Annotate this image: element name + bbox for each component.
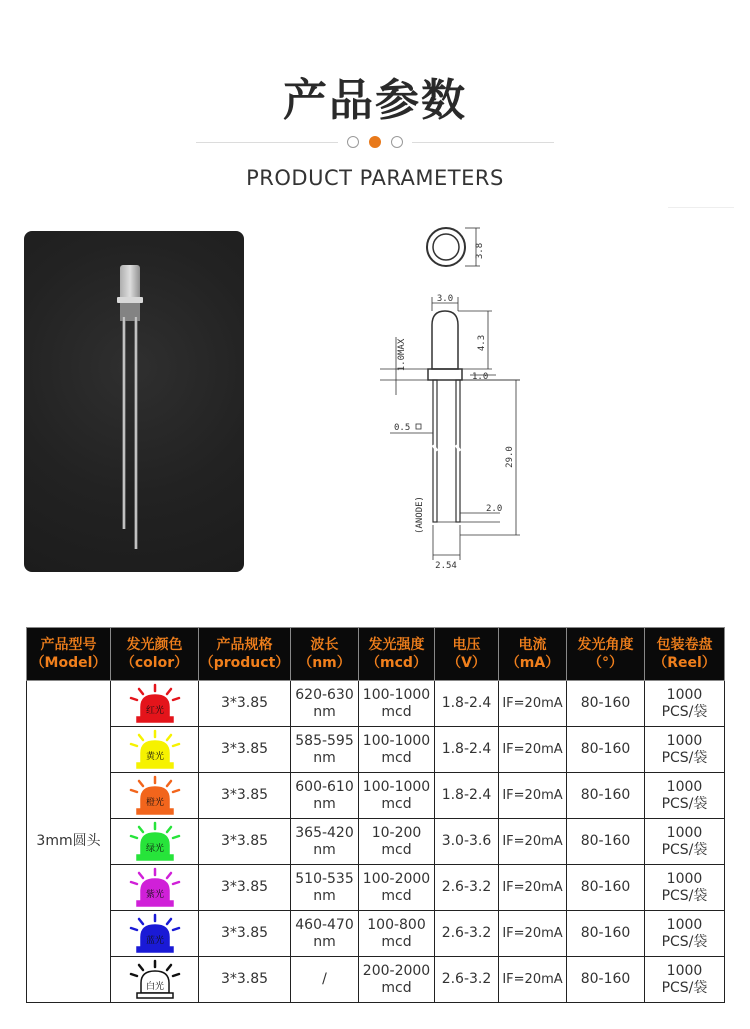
spec-cell: 3*3.85 bbox=[199, 727, 291, 773]
dim-body-width: 3.0 bbox=[436, 294, 454, 304]
color-cell bbox=[111, 911, 199, 957]
color-cell bbox=[111, 865, 199, 911]
reel-cell: 1000 PCS/袋 bbox=[645, 865, 725, 911]
title-divider-right bbox=[412, 142, 554, 143]
header-reel: 包装卷盘 （Reel） bbox=[645, 628, 725, 681]
current-cell: IF=20mA bbox=[499, 773, 567, 819]
header-model: 产品型号 （Model） bbox=[27, 628, 111, 681]
voltage-cell: 3.0-3.6 bbox=[435, 819, 499, 865]
corner-line bbox=[668, 207, 734, 208]
dim-lead-diff: 2.0 bbox=[486, 504, 503, 514]
page-subtitle: PRODUCT PARAMETERS bbox=[246, 166, 504, 190]
reel-cell: 1000 PCS/袋 bbox=[645, 957, 725, 1003]
header-wavelength: 波长 （nm） bbox=[291, 628, 359, 681]
bulb-icon bbox=[125, 775, 185, 817]
spec-cell: 3*3.85 bbox=[199, 957, 291, 1003]
dot-left bbox=[347, 136, 359, 148]
intensity-cell: 100-2000 mcd bbox=[359, 865, 435, 911]
title-dots bbox=[347, 136, 403, 150]
spec-table bbox=[26, 627, 725, 1003]
dot-active bbox=[369, 136, 381, 148]
reel-cell: 1000 PCS/袋 bbox=[645, 911, 725, 957]
angle-cell: 80-160 bbox=[567, 911, 645, 957]
table-row bbox=[27, 819, 725, 865]
angle-cell: 80-160 bbox=[567, 727, 645, 773]
table-row bbox=[27, 865, 725, 911]
spec-cell: 3*3.85 bbox=[199, 819, 291, 865]
wavelength-cell: 620-630 nm bbox=[291, 681, 359, 727]
intensity-cell: 10-200 mcd bbox=[359, 819, 435, 865]
dot-right bbox=[391, 136, 403, 148]
voltage-cell: 1.8-2.4 bbox=[435, 773, 499, 819]
dim-lead-length: 29.0 bbox=[505, 446, 515, 468]
intensity-cell: 100-1000 mcd bbox=[359, 727, 435, 773]
product-photo bbox=[24, 231, 244, 572]
table-row bbox=[27, 911, 725, 957]
voltage-cell: 2.6-3.2 bbox=[435, 957, 499, 1003]
bulb-icon bbox=[125, 821, 185, 863]
wavelength-cell: 600-610 nm bbox=[291, 773, 359, 819]
dim-lead-square: 0.5 bbox=[394, 423, 411, 433]
spec-cell: 3*3.85 bbox=[199, 865, 291, 911]
current-cell: IF=20mA bbox=[499, 865, 567, 911]
bulb-icon bbox=[125, 683, 185, 725]
voltage-cell: 1.8-2.4 bbox=[435, 727, 499, 773]
intensity-cell: 100-1000 mcd bbox=[359, 681, 435, 727]
top-view-inner bbox=[433, 234, 459, 260]
bulb-icon bbox=[125, 959, 185, 1001]
intensity-cell: 100-1000 mcd bbox=[359, 773, 435, 819]
model-cell: 3mm圆头 bbox=[27, 681, 111, 1003]
header-voltage: 电压 （V） bbox=[435, 628, 499, 681]
header-current: 电流 （mA） bbox=[499, 628, 567, 681]
table-row bbox=[27, 957, 725, 1003]
angle-cell: 80-160 bbox=[567, 865, 645, 911]
bulb-icon bbox=[125, 729, 185, 771]
led-dome bbox=[432, 311, 458, 369]
current-cell: IF=20mA bbox=[499, 819, 567, 865]
wavelength-cell: 365-420 nm bbox=[291, 819, 359, 865]
dim-flange-max: 1.0MAX bbox=[397, 338, 407, 372]
bulb-label: 蓝光 bbox=[145, 935, 164, 946]
header-product: 产品规格 （product） bbox=[199, 628, 291, 681]
voltage-cell: 2.6-3.2 bbox=[435, 865, 499, 911]
current-cell: IF=20mA bbox=[499, 911, 567, 957]
dim-dome-height: 4.3 bbox=[477, 334, 487, 352]
wavelength-cell: 510-535 nm bbox=[291, 865, 359, 911]
table-header-row bbox=[27, 628, 725, 681]
reel-cell: 1000 PCS/袋 bbox=[645, 681, 725, 727]
header-color: 发光颜色 （color） bbox=[111, 628, 199, 681]
current-cell: IF=20mA bbox=[499, 681, 567, 727]
title-divider-left bbox=[196, 142, 338, 143]
table-row bbox=[27, 727, 725, 773]
current-cell: IF=20mA bbox=[499, 957, 567, 1003]
table-body bbox=[27, 681, 725, 1003]
spec-cell: 3*3.85 bbox=[199, 911, 291, 957]
bulb-label: 黄光 bbox=[145, 751, 164, 762]
reel-cell: 1000 PCS/袋 bbox=[645, 773, 725, 819]
anode-label: (ANODE) bbox=[415, 496, 425, 534]
color-cell bbox=[111, 681, 199, 727]
led-image bbox=[24, 231, 244, 572]
color-cell bbox=[111, 773, 199, 819]
wavelength-cell: 585-595 nm bbox=[291, 727, 359, 773]
color-cell bbox=[111, 957, 199, 1003]
wavelength-cell: / bbox=[291, 957, 359, 1003]
intensity-cell: 200-2000 mcd bbox=[359, 957, 435, 1003]
spec-cell: 3*3.85 bbox=[199, 773, 291, 819]
bulb-icon bbox=[125, 913, 185, 955]
bulb-label: 红光 bbox=[145, 705, 164, 716]
color-cell bbox=[111, 727, 199, 773]
led-flange bbox=[428, 369, 462, 380]
voltage-cell: 2.6-3.2 bbox=[435, 911, 499, 957]
wavelength-cell: 460-470 nm bbox=[291, 911, 359, 957]
intensity-cell: 100-800 mcd bbox=[359, 911, 435, 957]
reel-cell: 1000 PCS/袋 bbox=[645, 727, 725, 773]
table-row bbox=[27, 773, 725, 819]
bulb-icon bbox=[125, 867, 185, 909]
dim-pitch: 2.54 bbox=[435, 561, 457, 571]
bulb-label: 白光 bbox=[145, 981, 164, 992]
color-cell bbox=[111, 819, 199, 865]
dimension-drawing bbox=[360, 215, 540, 580]
header-angle: 发光角度 （°） bbox=[567, 628, 645, 681]
header-intensity: 发光强度 （mcd） bbox=[359, 628, 435, 681]
current-cell: IF=20mA bbox=[499, 727, 567, 773]
reel-cell: 1000 PCS/袋 bbox=[645, 819, 725, 865]
bulb-label: 绿光 bbox=[145, 843, 164, 854]
spec-cell: 3*3.85 bbox=[199, 681, 291, 727]
angle-cell: 80-160 bbox=[567, 819, 645, 865]
bulb-label: 紫光 bbox=[145, 889, 164, 900]
dim-top-diameter: 3.8 bbox=[475, 242, 485, 260]
angle-cell: 80-160 bbox=[567, 773, 645, 819]
voltage-cell: 1.8-2.4 bbox=[435, 681, 499, 727]
page-title: 产品参数 bbox=[283, 75, 467, 126]
angle-cell: 80-160 bbox=[567, 681, 645, 727]
bulb-label: 橙光 bbox=[145, 797, 164, 808]
angle-cell: 80-160 bbox=[567, 957, 645, 1003]
table-row bbox=[27, 681, 725, 727]
dim-flange: 1.0 bbox=[472, 372, 489, 382]
